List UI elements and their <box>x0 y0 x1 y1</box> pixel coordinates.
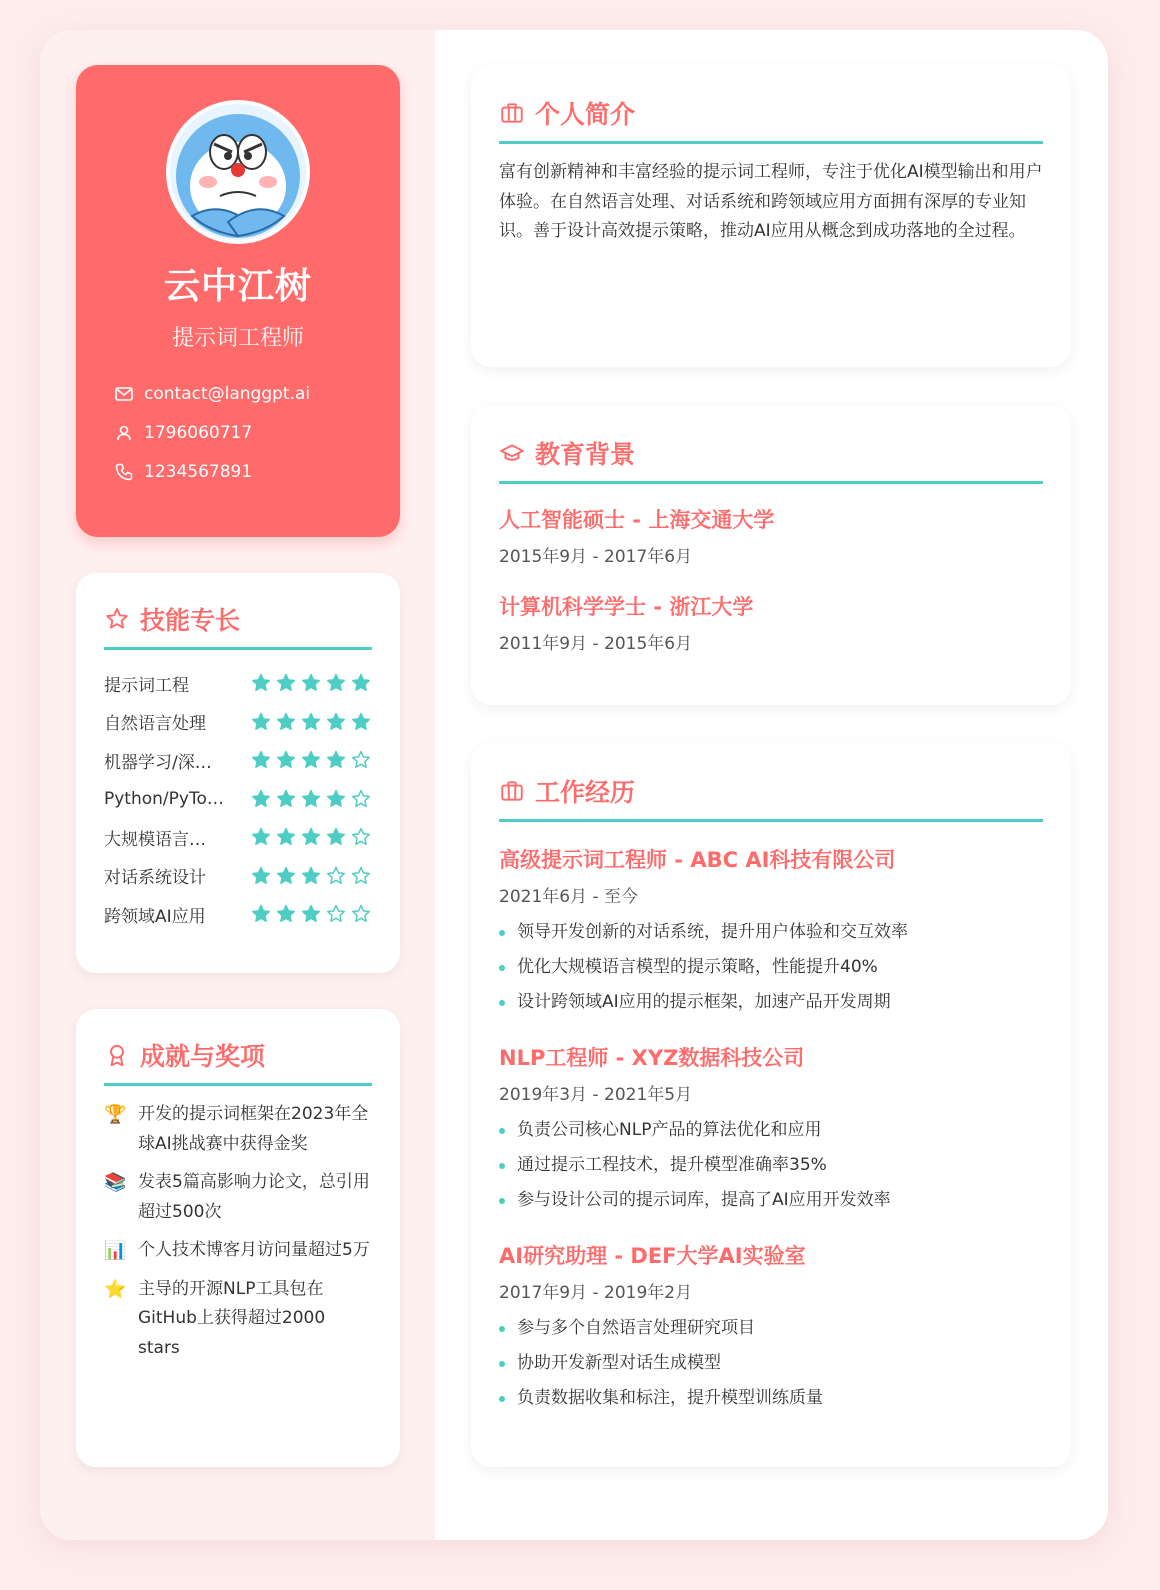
skill-row <box>104 857 372 896</box>
job-bullets <box>499 915 1043 1020</box>
intro-text: 富有创新精神和丰富经验的提示词工程师，专注于优化AI模型输出和用户体验。在自然语言处理、对话系统和跨领域应用方面拥有深厚的专业知识。善于设计高效提示策略，推动AI应用从概念到成功落地的全过程。 <box>499 162 1043 241</box>
award-text: 发表5篇高影响力论文，总引用超过500次 <box>138 1172 370 1222</box>
contact-phone-text: 1234567891 <box>144 461 253 482</box>
job-bullet: 设计跨领域AI应用的提示框架，加速产品开发周期 <box>499 985 1043 1020</box>
doraemon-avatar-icon <box>170 104 306 240</box>
profile-role: 提示词工程师 <box>171 326 304 351</box>
star-filled-icon <box>300 749 322 771</box>
education-date: 2011年9月 - 2015年6月 <box>499 634 693 654</box>
skill-row <box>104 703 372 742</box>
star-filled-icon <box>350 672 372 694</box>
skill-row <box>104 664 372 703</box>
contact-phone[interactable] <box>114 452 400 491</box>
briefcase-icon <box>499 100 525 126</box>
skill-name: 提示词工程 <box>104 675 189 696</box>
job-item <box>499 844 1043 1020</box>
star-filled-icon <box>275 749 297 771</box>
skill-rating <box>250 749 372 771</box>
star-filled-icon <box>275 788 297 810</box>
mail-icon <box>114 384 134 404</box>
skill-name: 机器学习/深… <box>104 752 212 773</box>
work-title: 工作经历 <box>535 778 636 807</box>
contact-list <box>114 374 400 491</box>
star-filled-icon <box>275 672 297 694</box>
job-bullet: 协助开发新型对话生成模型 <box>499 1346 1043 1381</box>
education-date: 2015年9月 - 2017年6月 <box>499 547 693 567</box>
award-item <box>104 1236 372 1266</box>
star-filled-icon <box>300 711 322 733</box>
job-bullet: 参与多个自然语言处理研究项目 <box>499 1311 1043 1346</box>
skills-list <box>104 664 372 934</box>
work-heading <box>499 773 1043 822</box>
star-filled-icon <box>275 903 297 925</box>
star-filled-icon <box>350 711 372 733</box>
star-filled-icon <box>250 672 272 694</box>
job-date: 2017年9月 - 2019年2月 <box>499 1283 693 1303</box>
skill-row <box>104 741 372 780</box>
job-bullet: 通过提示工程技术，提升模型准确率35% <box>499 1148 1043 1183</box>
star-filled-icon <box>325 749 347 771</box>
star-filled-icon <box>325 711 347 733</box>
star-filled-icon <box>250 749 272 771</box>
job-date: 2019年3月 - 2021年5月 <box>499 1085 693 1105</box>
work-list <box>499 844 1043 1416</box>
contact-id <box>114 413 400 452</box>
star-outline-icon <box>104 606 130 632</box>
star-filled-icon <box>300 826 322 848</box>
intro-title: 个人简介 <box>535 100 636 129</box>
award-text: 个人技术博客月访问量超过5万 <box>138 1240 370 1260</box>
contact-id-text: 1796060717 <box>144 422 253 443</box>
awards-heading <box>104 1037 372 1086</box>
skill-rating <box>250 865 372 887</box>
award-text: 主导的开源NLP工具包在GitHub上获得超过2000 stars <box>138 1278 326 1358</box>
skills-heading <box>104 601 372 650</box>
star-empty-icon <box>350 788 372 810</box>
award-emoji-icon: 📊 <box>104 1240 127 1261</box>
job-date: 2021年6月 - 至今 <box>499 887 639 907</box>
star-empty-icon <box>325 903 347 925</box>
skill-row <box>104 818 372 857</box>
skill-name: 自然语言处理 <box>104 714 206 735</box>
education-item <box>499 504 1043 567</box>
job-item <box>499 1240 1043 1416</box>
avatar <box>166 100 310 244</box>
skill-name: Python/PyTo… <box>104 788 224 809</box>
star-filled-icon <box>300 865 322 887</box>
star-empty-icon <box>350 903 372 925</box>
star-empty-icon <box>350 749 372 771</box>
star-filled-icon <box>250 865 272 887</box>
profile-name: 云中江树 <box>163 266 312 307</box>
star-empty-icon <box>350 865 372 887</box>
intro-heading <box>499 95 1043 144</box>
job-bullet: 优化大规模语言模型的提示策略，性能提升40% <box>499 950 1043 985</box>
award-text: 开发的提示词框架在2023年全球AI挑战赛中获得金奖 <box>138 1104 369 1154</box>
award-emoji-icon: ⭐ <box>104 1278 127 1300</box>
awards-title: 成就与奖项 <box>140 1042 266 1071</box>
skills-card <box>76 573 400 973</box>
skill-name: 大规模语言… <box>104 829 206 850</box>
contact-email-text: contact@langgpt.ai <box>144 383 311 404</box>
education-degree: 人工智能硕士 - 上海交通大学 <box>499 508 775 532</box>
briefcase-icon <box>499 778 525 804</box>
skill-rating <box>250 711 372 733</box>
star-filled-icon <box>250 903 272 925</box>
job-bullets <box>499 1113 1043 1218</box>
star-filled-icon <box>250 711 272 733</box>
profile-card <box>76 65 400 537</box>
award-item <box>104 1275 372 1364</box>
education-degree: 计算机科学学士 - 浙江大学 <box>499 595 754 619</box>
star-filled-icon <box>325 826 347 848</box>
skill-row <box>104 780 372 819</box>
award-item <box>104 1100 372 1159</box>
intro-card <box>471 65 1071 367</box>
skill-row <box>104 895 372 934</box>
skill-rating <box>250 826 372 848</box>
star-filled-icon <box>300 903 322 925</box>
award-emoji-icon: 📚 <box>104 1172 127 1193</box>
skill-name: 跨领域AI应用 <box>104 906 206 927</box>
award-ribbon-icon <box>104 1042 130 1068</box>
education-title: 教育背景 <box>535 440 636 469</box>
job-bullet: 参与设计公司的提示词库，提高了AI应用开发效率 <box>499 1183 1043 1218</box>
phone-icon <box>114 462 134 482</box>
job-item <box>499 1042 1043 1218</box>
star-filled-icon <box>250 788 272 810</box>
award-emoji-icon: 🏆 <box>104 1104 127 1125</box>
star-filled-icon <box>300 788 322 810</box>
right-column <box>435 30 1108 1540</box>
user-icon <box>114 423 134 443</box>
star-filled-icon <box>325 672 347 694</box>
award-item <box>104 1168 372 1227</box>
star-filled-icon <box>275 711 297 733</box>
education-item <box>499 591 1043 654</box>
skill-name: 对话系统设计 <box>104 868 206 889</box>
skill-rating <box>250 788 372 810</box>
education-heading <box>499 435 1043 484</box>
star-filled-icon <box>275 865 297 887</box>
star-empty-icon <box>350 826 372 848</box>
work-card <box>471 743 1071 1467</box>
job-bullet: 负责数据收集和标注，提升模型训练质量 <box>499 1381 1043 1416</box>
skill-rating <box>250 672 372 694</box>
left-column <box>40 30 435 1540</box>
job-bullets <box>499 1311 1043 1416</box>
awards-list <box>104 1100 372 1363</box>
skills-title: 技能专长 <box>140 606 241 635</box>
awards-card <box>76 1009 400 1467</box>
star-filled-icon <box>275 826 297 848</box>
job-bullet: 负责公司核心NLP产品的算法优化和应用 <box>499 1113 1043 1148</box>
graduation-cap-icon <box>499 440 525 466</box>
resume-page <box>40 30 1108 1540</box>
star-filled-icon <box>300 672 322 694</box>
education-card <box>471 405 1071 705</box>
star-filled-icon <box>325 788 347 810</box>
star-filled-icon <box>250 826 272 848</box>
skill-rating <box>250 903 372 925</box>
job-bullet: 领导开发创新的对话系统，提升用户体验和交互效率 <box>499 915 1043 950</box>
education-list <box>499 504 1043 654</box>
job-title: AI研究助理 - DEF大学AI实验室 <box>499 1244 806 1268</box>
star-empty-icon <box>325 865 347 887</box>
job-title: 高级提示词工程师 - ABC AI科技有限公司 <box>499 848 896 872</box>
contact-email[interactable] <box>114 374 400 413</box>
job-title: NLP工程师 - XYZ数据科技公司 <box>499 1046 805 1070</box>
